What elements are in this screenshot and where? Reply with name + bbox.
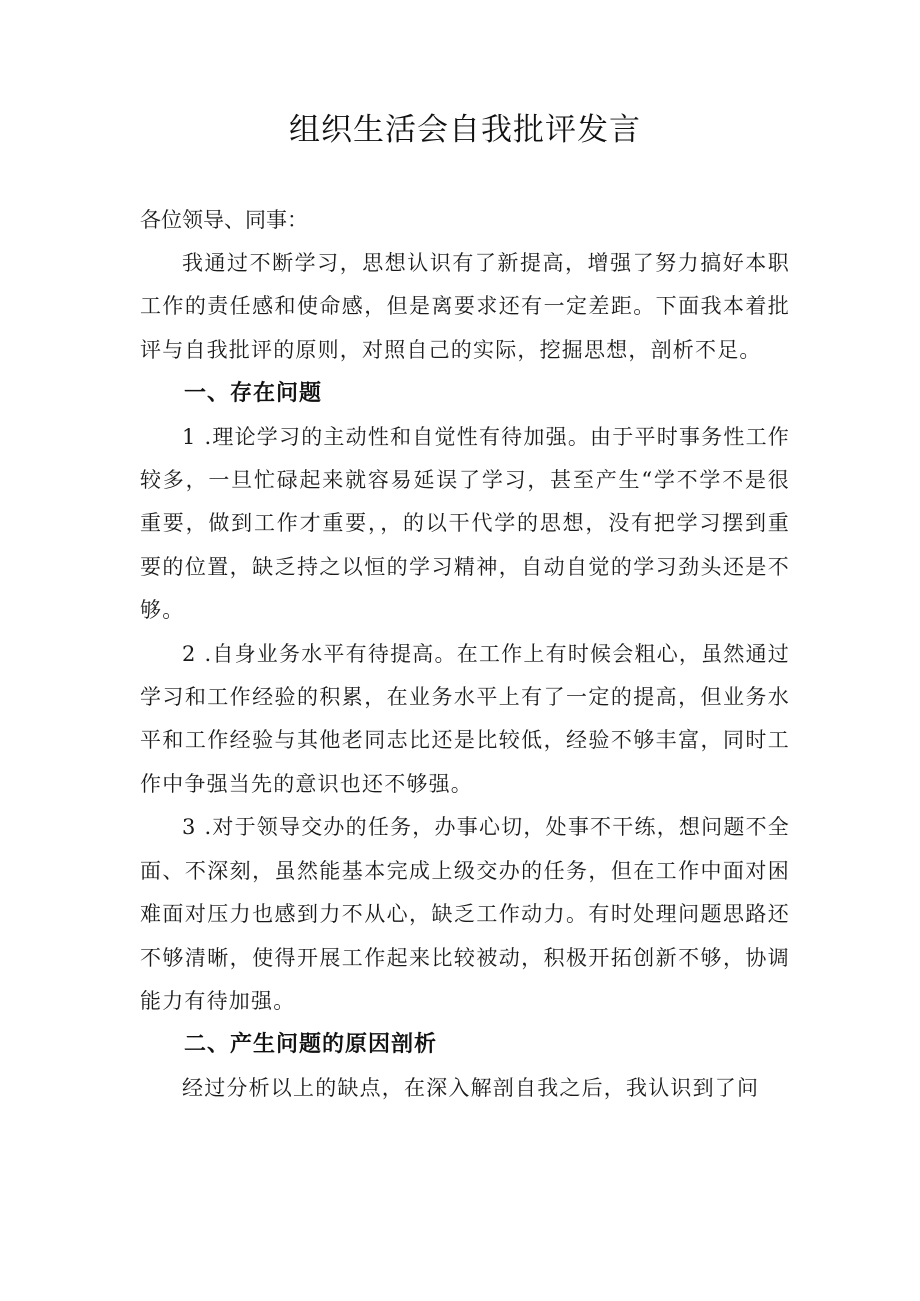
salutation: 各位领导、同事： (140, 208, 308, 232)
document-body (140, 242, 790, 1110)
problem-item-3: 3 .对于领导交办的任务，办事心切，处事不干练，想问题不全面、不深刻，虽然能基本完成上级交办的任务，但在工作中面对困难面对压力也感到力不从心，缺乏工作动力。有时处理问题思路还不够清晰，使得开展工作起来比较被动，积极开拓创新不够，协调能力有待加强。 (140, 815, 790, 1013)
section-heading-causes: 二、产生问题的原因剖析 (184, 1032, 438, 1058)
problem-item-2: 2 .自身业务水平有待提高。在工作上有时候会粗心，虽然通过学习和工作经验的积累，在业务水平上有了一定的提高，但业务水平和工作经验与其他老同志比还是比较低，经验不够丰富，同时工作中争强当先的意识也还不够强。 (140, 641, 790, 796)
analysis-paragraph: 经过分析以上的缺点，在深入解剖自我之后，我认识到了问 (182, 1075, 760, 1100)
problem-item-1: 1 .理论学习的主动性和自觉性有待加强。由于平时事务性工作较多，一旦忙碌起来就容易延误了学习，甚至产生“学不学不是很重要，做到工作才重要，，的以干代学的思想，没有把学习摆到重要的位置，缺乏持之以恒的学习精神，自动自觉的学习劲头还是不够。 (140, 424, 790, 623)
document-title: 组织生活会自我批评发言 (289, 112, 641, 148)
section-heading-problems: 一、存在问题 (184, 381, 323, 407)
intro-paragraph: 我通过不断学习，思想认识有了新提高，增强了努力搞好本职工作的责任感和使命感，但是离要求还有一定差距。下面我本着批评与自我批评的原则，对照自己的实际，挖掘思想，剖析不足。 (140, 251, 790, 362)
